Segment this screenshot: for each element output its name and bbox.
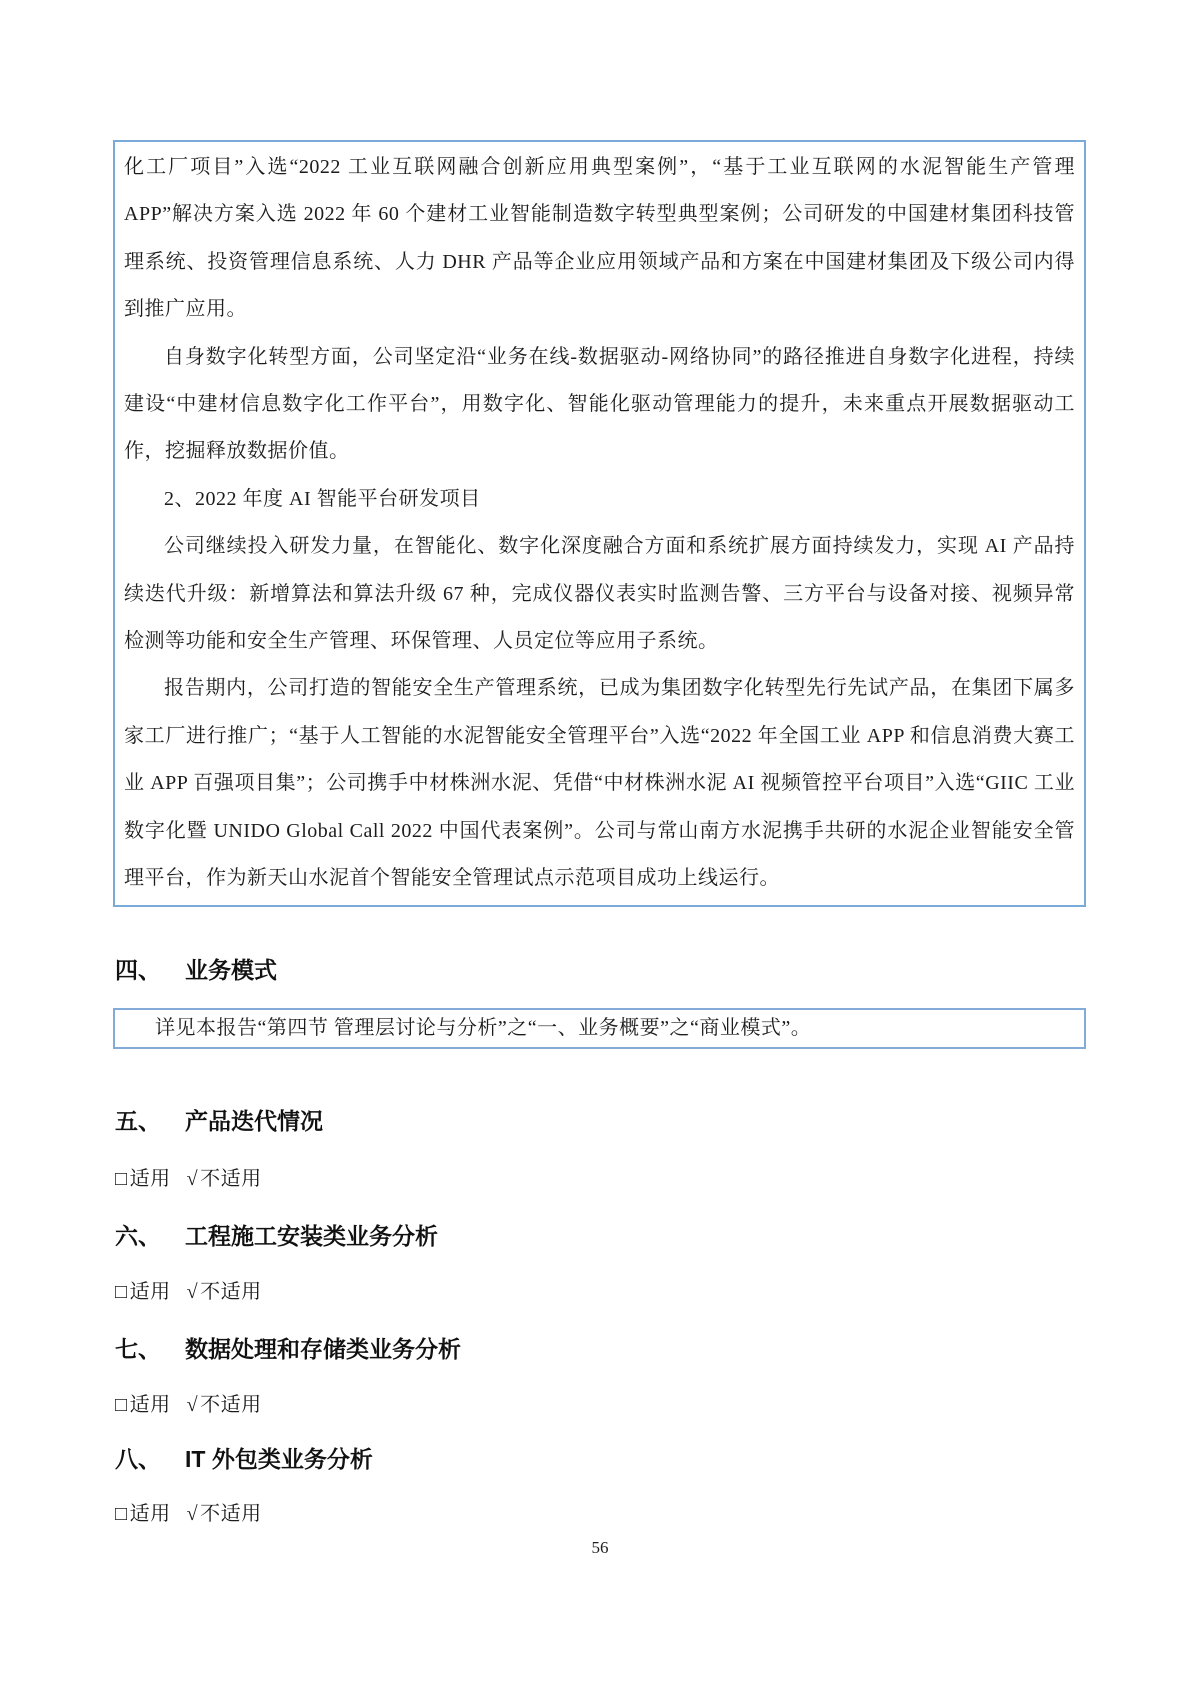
not-applicable-label: 不适用 [200,1168,262,1190]
section-number: 五、 [115,1108,161,1134]
not-applicable-option [187,1503,262,1525]
check-icon: √ [186,1168,199,1190]
checkbox-empty-icon: □ [115,1394,128,1416]
paragraph-report-period: 报告期内，公司打造的智能安全生产管理系统，已成为集团数字化转型先行先试产品，在集团下属多家工厂进行推广；“基于人工智能的水泥智能安全管理平台”入选“2022 年全国工业 APP 和信息消费大赛工业 APP 百强项目集”；公司携手中材株洲水泥、凭借“中材株洲水泥 AI 视频管控平台项目”入选“GIIC 工业数字化暨 UNIDO Global Call 2022 中国代表案例”。公司与常山南方水泥携手共研的水泥企业智能安全管理平台，作为新天山水泥首个智能安全管理试点示范项目成功上线运行。 [124,677,1075,890]
not-applicable-label: 不适用 [200,1281,262,1303]
not-applicable-option [187,1168,262,1190]
section-title: 数据处理和存储类业务分析 [185,1336,461,1362]
paragraph-continuation: 化工厂项目”入选“2022 工业互联网融合创新应用典型案例”，“基于工业互联网的水泥智能生产管理APP”解决方案入选 2022 年 60 个建材工业智能制造数字转型典型案例；公司研发的中国建材集团科技管理系统、投资管理信息系统、人力 DHR 产品等企业应用领域产品和方案在中国建材集团及下级公司内得到推广应用。 [124,156,1075,321]
section-heading-business-model [115,952,277,985]
applicability-row-it-outsourcing [115,1497,262,1526]
not-applicable-option [187,1281,262,1303]
check-icon: √ [186,1281,199,1303]
section-number: 六、 [115,1223,161,1249]
checkbox-empty-icon: □ [115,1168,128,1190]
section-heading-data-processing [115,1331,461,1364]
check-icon: √ [186,1394,199,1416]
section-heading-product-iteration [115,1103,323,1136]
section-title: 工程施工安装类业务分析 [185,1223,438,1249]
paragraph-digital-transform: 自身数字化转型方面，公司坚定沿“业务在线-数据驱动-网络协同”的路径推进自身数字化进程，持续建设“中建材信息数字化工作平台”，用数字化、智能化驱动管理能力的提升，未来重点开展数据驱动工作，挖掘释放数据价值。 [124,345,1075,463]
applicability-row-construction [115,1275,262,1304]
applicable-label: 适用 [129,1394,171,1416]
applicable-label: 适用 [129,1503,171,1525]
highlighted-text-block [113,140,1086,907]
section-number: 四、 [115,957,161,983]
section-number: 八、 [115,1446,161,1472]
applicability-row-data-processing [115,1388,262,1417]
section-heading-it-outsourcing [115,1441,373,1474]
paragraph-ai-rnd: 公司继续投入研发力量，在智能化、数字化深度融合方面和系统扩展方面持续发力，实现 AI 产品持续迭代升级：新增算法和算法升级 67 种，完成仪器仪表实时监测告警、三方平台与设备对接、视频异常检测等功能和安全生产管理、环保管理、人员定位等应用子系统。 [124,535,1075,653]
page-number: 56 [591,1538,609,1557]
applicable-option [115,1503,171,1525]
not-applicable-option [187,1394,262,1416]
checkbox-empty-icon: □ [115,1503,128,1525]
section-number: 七、 [115,1336,161,1362]
not-applicable-label: 不适用 [200,1503,262,1525]
applicable-option [115,1168,171,1190]
paragraph-ai-project-title: 2、2022 年度 AI 智能平台研发项目 [164,487,481,510]
cross-reference-text: 详见本报告“第四节 管理层讨论与分析”之“一、业务概要”之“商业模式”。 [155,1017,812,1039]
check-icon: √ [186,1503,199,1525]
applicable-label: 适用 [129,1168,171,1190]
section-heading-construction [115,1218,438,1251]
section-title: 业务模式 [185,957,277,983]
applicable-option [115,1394,171,1416]
cross-reference-box [113,1008,1086,1049]
section-title: 产品迭代情况 [185,1108,323,1134]
not-applicable-label: 不适用 [200,1394,262,1416]
checkbox-empty-icon: □ [115,1281,128,1303]
applicable-option [115,1281,171,1303]
section-title: IT 外包类业务分析 [185,1446,373,1472]
applicable-label: 适用 [129,1281,171,1303]
applicability-row-product-iteration [115,1162,262,1191]
